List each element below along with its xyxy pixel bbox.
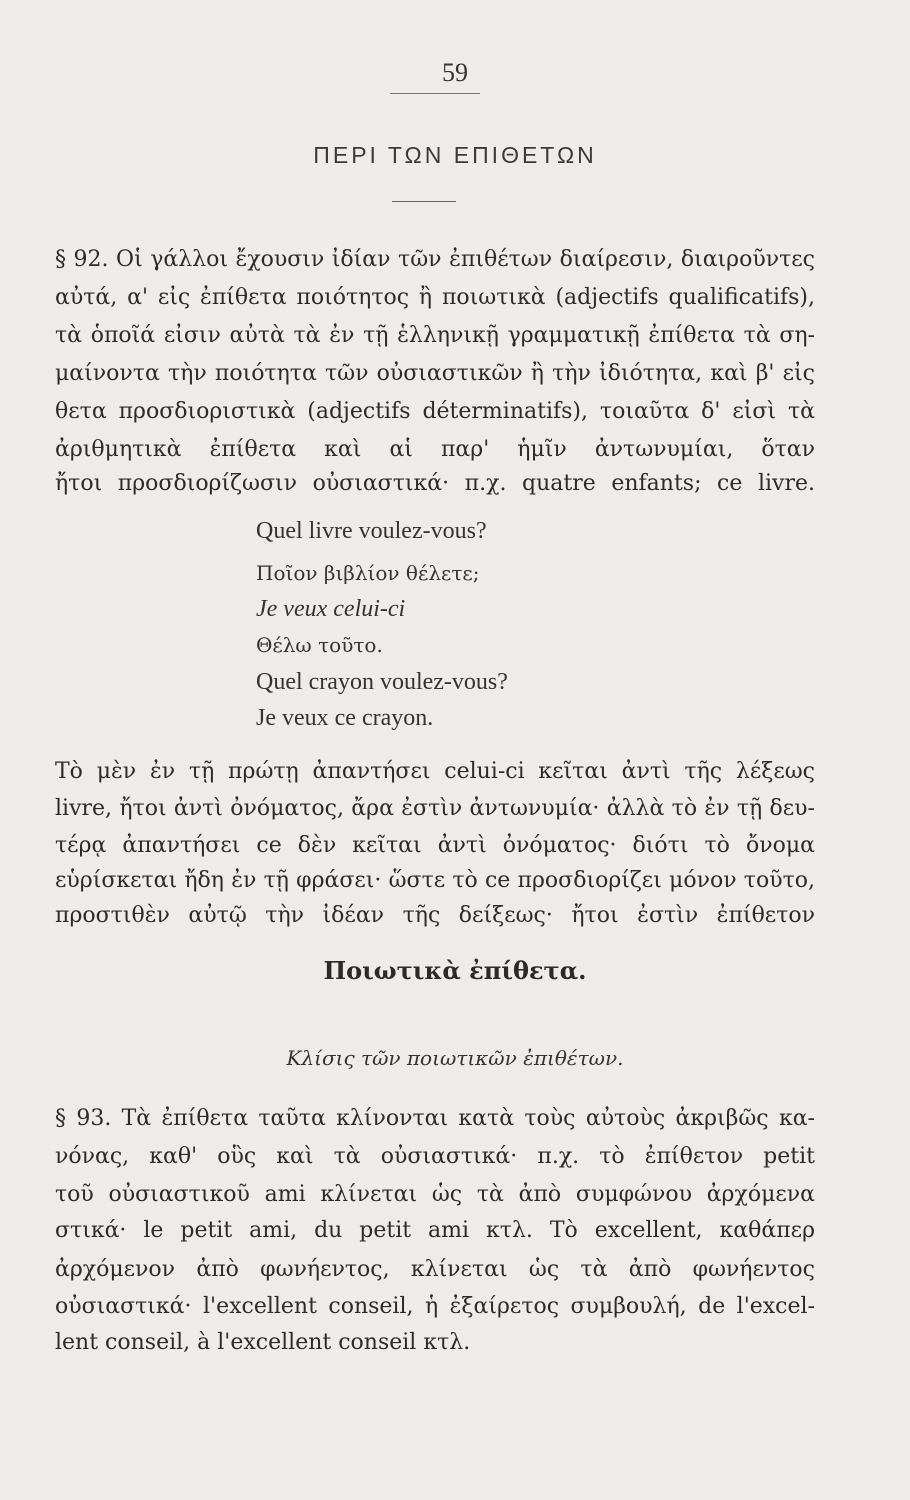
- paragraph-line: εὑρίσκεται ἤδη ἐν τῇ φράσει· ὥστε τὸ ce προσδιορίζει μόνον τοῦτο,: [55, 868, 815, 893]
- example-line: Je veux ce crayon.: [256, 705, 434, 731]
- paragraph-line: ἤτοι προσδιορίζωσιν οὐσιαστικά· π.χ. quatre enfants; ce livre.: [55, 471, 815, 496]
- header-rule: [390, 93, 480, 94]
- title-rule: [392, 201, 456, 202]
- example-line: Θέλω τοῦτο.: [256, 633, 383, 657]
- paragraph-line: livre, ἤτοι ἀντὶ ὀνόματος, ἄρα ἐστὶν ἀντωνυμία· ἀλλὰ τὸ ἐν τῇ δευ-: [55, 796, 815, 821]
- page-number: 59: [442, 58, 468, 87]
- paragraph-line: προστιθὲν αὐτῷ τὴν ἰδέαν τῆς δείξεως· ἤτοι ἐστὶν ἐπίθετον: [55, 903, 815, 928]
- paragraph-line: μαίνοντα τὴν ποιότητα τῶν οὐσιαστικῶν ἢ τὴν ἰδιότητα, καὶ β' εἰς: [55, 361, 815, 386]
- paragraph-line: θετα προσδιοριστικὰ (adjectifs déterminatifs), τοιαῦτα δ' εἰσὶ τὰ: [55, 399, 815, 424]
- paragraph-line: § 93. Τὰ ἐπίθετα ταῦτα κλίνονται κατὰ τοὺς αὐτοὺς ἀκριβῶς κα-: [55, 1106, 815, 1131]
- paragraph-line: οὐσιαστικά· l'excellent conseil, ἡ ἐξαίρετος συμβουλή, de l'excel-: [55, 1294, 815, 1319]
- paragraph-line: τοῦ οὐσιαστικοῦ ami κλίνεται ὡς τὰ ἀπὸ συμφώνου ἀρχόμενα: [55, 1182, 815, 1207]
- section-subheading: Ποιωτικὰ ἐπίθετα.: [323, 956, 587, 985]
- example-line: Je veux celui-ci: [256, 596, 406, 622]
- paragraph-line: lent conseil, à l'excellent conseil κτλ.: [55, 1330, 471, 1355]
- paragraph-line: ἀρχόμενον ἀπὸ φωνήεντος, κλίνεται ὡς τὰ ἀπὸ φωνήεντος: [55, 1257, 815, 1282]
- example-line: Ποῖον βιβλίον θέλετε;: [256, 561, 480, 585]
- paragraph-line: ἀριθμητικὰ ἐπίθετα καὶ αἱ παρ' ἡμῖν ἀντωνυμίαι, ὅταν: [55, 437, 815, 462]
- paragraph-line: στικά· le petit ami, du petit ami κτλ. Τὸ excellent, καθάπερ: [55, 1218, 815, 1243]
- chapter-title: ΠΕΡΙ ΤΩΝ ΕΠΙΘΕΤΩΝ: [313, 142, 597, 168]
- example-line: Quel livre voulez-vous?: [256, 518, 487, 544]
- paragraph-line: Τὸ μὲν ἐν τῇ πρώτῃ ἀπαντήσει celui-ci κεῖται ἀντὶ τῆς λέξεως: [55, 759, 815, 784]
- section-subsubheading: Κλίσις τῶν ποιωτικῶν ἐπιθέτων.: [286, 1046, 624, 1070]
- example-line: Quel crayon voulez-vous?: [256, 669, 508, 695]
- paragraph-line: § 92. Οἱ γάλλοι ἔχουσιν ἰδίαν τῶν ἐπιθέτων διαίρεσιν, διαιροῦντες: [55, 247, 815, 272]
- paragraph-line: αὐτά, α' εἰς ἐπίθετα ποιότητος ἢ ποιωτικὰ (adjectifs qualificatifs),: [55, 285, 815, 310]
- paragraph-line: τὰ ὁποῖά εἰσιν αὐτὰ τὰ ἐν τῇ ἑλληνικῇ γραμματικῇ ἐπίθετα τὰ ση-: [55, 323, 815, 348]
- paragraph-line: τέρᾳ ἀπαντήσει ce δὲν κεῖται ἀντὶ ὀνόματος· διότι τὸ ὄνομα: [55, 833, 815, 858]
- paragraph-line: νόνας, καθ' οὓς καὶ τὰ οὐσιαστικά· π.χ. τὸ ἐπίθετον petit: [55, 1144, 815, 1169]
